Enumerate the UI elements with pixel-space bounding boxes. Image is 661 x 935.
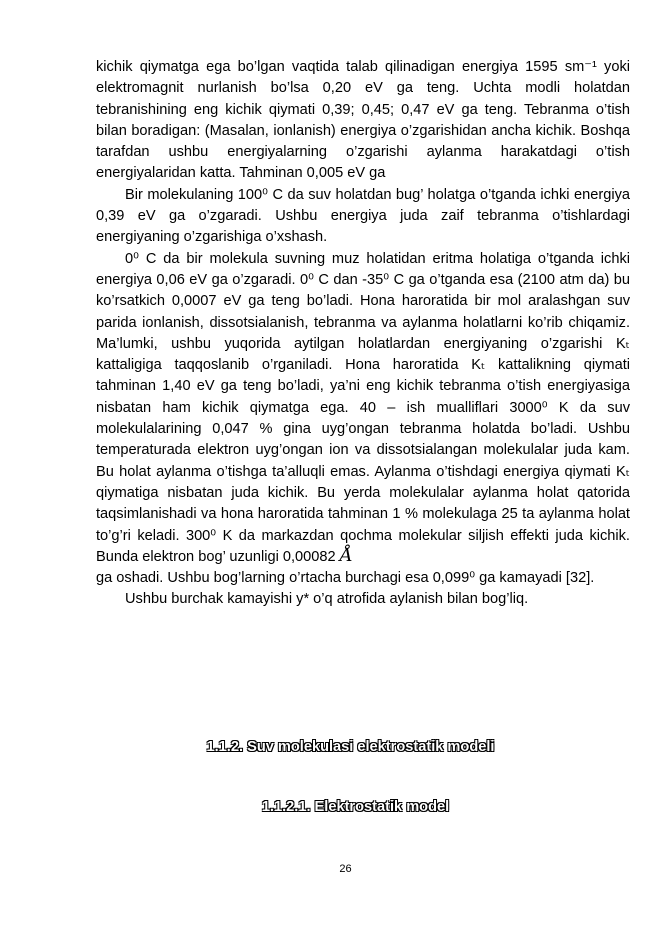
page-number: 26 — [339, 863, 352, 875]
paragraph-3-text: 0⁰ C da bir molekula suvning muz holatidan eritma holatiga o’tganda ichki energiya 0,06 eV ga o’zgaradi. 0⁰ C dan -35⁰ C ga o’tganda esa (2100 atm da) bu ko’rsatkich 0,0007 eV ga teng bo’ladi. Hona haroratida bir mol aralashgan suv parida ionlanish, dissotsialanish, tebranma va aylanma holatlarni ko’rib chiqamiz. Ma’lumki, ushbu yuqorida aytilgan holatlardan energiyaning o’zgarishi Kₜ kattaligiga taqqoslanib o’rganiladi. Hona haroratida Kₜ kattalikning qiymati tahminan 1,40 eV ga teng bo’ladi, ya’ni eng kichik tebranma o’tish energiyasiga nisbatan ham kichik qiymatga ega. 40 – ish mualliflari 3000⁰ K da suv molekulalarining 0,047 % gina uyg’ongan tebranma holatda bo’ladi. Ushbu temperaturada elektron uyg’ongan ion va dissotsialangan molekulalar juda kam. Bu holat aylanma o’tishga ta’alluqli emas. Aylanma o’tishdagi energiya qiymati Kₜ qiymatiga nisbatan juda kichik. Bu yerda molekulalar aylanma holat qatorida taqsimlanishadi va hona haroratida tahminan 1 % molekulaga 25 ta aylanma holat to’g’ri keladi. 300⁰ K da markazdan qochma molekular siljish effekti juda kichik. Bunda elektron bog’ uzunligi 0,00082 — [96, 250, 630, 565]
section-heading: 1.1.2. Suv molekulasi elektrostatik modeli — [206, 739, 495, 755]
body-text — [96, 57, 630, 611]
paragraph-4: Ushbu burchak kamayishi y* o’q atrofida aylanish bilan bog’liq. — [125, 591, 529, 608]
paragraph-3-continued: ga oshadi. Ushbu bog’larning o’rtacha burchagi esa 0,099⁰ ga kamayadi [32]. — [96, 570, 595, 587]
paragraph-3 — [96, 249, 630, 568]
paragraph-2: Bir molekulaning 100⁰ C da suv holatdan bug’ holatga o’tganda ichki energiya 0,39 eV ga o’zgaradi. Ushbu energiya juda zaif tebranma o’tishlardagi energiyaning o’zgarishiga o’xshash. — [96, 186, 630, 246]
subsection-heading: 1.1.2.1. Elektrostatik model — [261, 799, 450, 815]
angstrom-symbol: Å — [339, 544, 353, 566]
paragraph-1: kichik qiymatga ega bo’lgan vaqtida talab qilinadigan energiya 1595 sm⁻¹ yoki elektromagnit nurlanish bo’lsa 0,20 eV ga teng. Uchta modli holatdan tebranishining eng kichik qiymati 0,39; 0,45; 0,47 eV ga teng. Tebranma o’tish bilan boradigan: (Masalan, ionlanish) energiya o’zgarishidan ancha kichik. Boshqa tarafdan ushbu energiyalarning o’zgarishi aylanma harakatdagi o’tish energiyalaridan katta. Tahminan 0,005 eV ga — [96, 59, 630, 182]
